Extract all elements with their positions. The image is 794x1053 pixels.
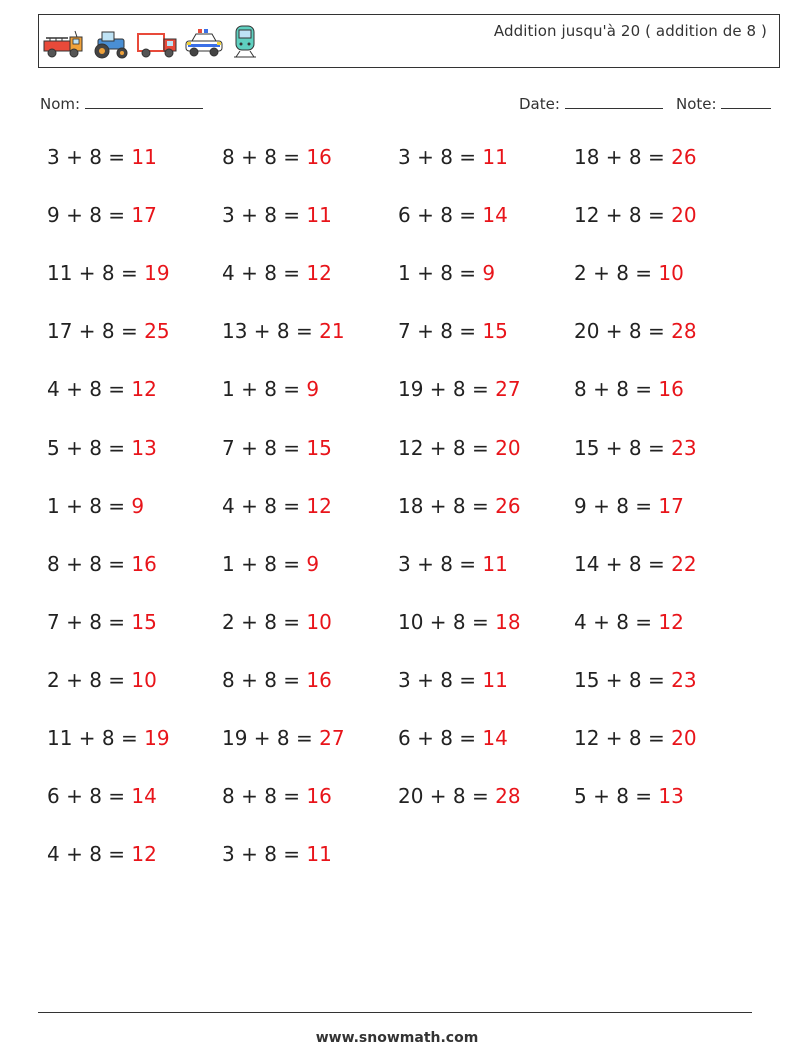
problem-answer: 10 — [306, 609, 332, 634]
problem-question: 3 + 8 = — [47, 145, 132, 169]
problem-answer: 16 — [658, 377, 684, 402]
problem-item — [574, 668, 697, 692]
note-label: Note: — [676, 95, 717, 113]
problem-answer: 10 — [658, 261, 684, 286]
problem-item — [222, 726, 345, 750]
footer-url: www.snowmath.com — [315, 1030, 479, 1046]
problem-answer: 12 — [131, 842, 157, 867]
problem-item — [574, 726, 697, 750]
problem-question: 17 + 8 = — [47, 319, 145, 344]
problem-question: 7 + 8 = — [222, 435, 307, 460]
problem-question: 5 + 8 = — [47, 435, 132, 460]
problem-item — [398, 436, 521, 460]
problem-question: 1 + 8 = — [222, 377, 307, 402]
problem-question: 12 + 8 = — [574, 726, 672, 750]
problem-question: 12 + 8 = — [398, 435, 496, 460]
problem-answer: 26 — [671, 145, 697, 169]
problem-question: 20 + 8 = — [398, 784, 496, 809]
problem-question: 9 + 8 = — [47, 203, 132, 228]
problem-question: 18 + 8 = — [398, 493, 496, 518]
note-field — [676, 94, 771, 113]
problem-answer: 10 — [131, 667, 157, 692]
date-blank-line — [565, 94, 663, 109]
problem-answer: 12 — [306, 261, 332, 286]
problem-item — [222, 319, 345, 343]
problem-answer: 11 — [306, 203, 332, 228]
problem-answer: 19 — [144, 726, 170, 750]
problem-item — [574, 552, 697, 576]
problem-item — [47, 784, 157, 808]
problem-item — [398, 668, 508, 692]
problem-question: 10 + 8 = — [398, 609, 496, 634]
problem-item — [222, 377, 319, 401]
problem-answer: 9 — [482, 261, 496, 286]
problem-item — [47, 203, 157, 227]
problem-question: 4 + 8 = — [574, 609, 659, 634]
problem-question: 8 + 8 = — [222, 784, 307, 809]
date-label: Date: — [519, 95, 560, 113]
problem-item — [222, 668, 332, 692]
problem-item — [574, 319, 697, 343]
problem-item — [574, 494, 684, 518]
problem-question: 11 + 8 = — [47, 726, 145, 750]
problem-item — [574, 610, 684, 634]
problem-question: 8 + 8 = — [47, 551, 132, 576]
problem-question: 4 + 8 = — [47, 377, 132, 402]
problem-question: 1 + 8 = — [222, 551, 307, 576]
problem-answer: 16 — [306, 667, 332, 692]
problem-answer: 23 — [671, 435, 697, 460]
problem-answer: 15 — [131, 609, 157, 634]
problem-question: 2 + 8 = — [222, 609, 307, 634]
fire-truck-icon — [42, 29, 84, 59]
problem-item — [222, 552, 319, 576]
problem-answer: 11 — [131, 145, 157, 169]
problem-answer: 11 — [482, 667, 508, 692]
note-blank-line — [721, 94, 771, 109]
problem-item — [47, 261, 170, 285]
problem-answer: 9 — [306, 551, 320, 576]
footer-divider — [38, 1012, 752, 1013]
problem-answer: 26 — [495, 493, 521, 518]
problem-question: 15 + 8 = — [574, 435, 672, 460]
problem-item — [47, 436, 157, 460]
problem-question: 6 + 8 = — [398, 726, 483, 750]
problem-question: 15 + 8 = — [574, 667, 672, 692]
problem-item — [47, 494, 144, 518]
problem-answer: 16 — [131, 551, 157, 576]
problem-answer: 11 — [482, 551, 508, 576]
problem-item — [222, 436, 332, 460]
problem-question: 4 + 8 = — [222, 261, 307, 286]
problem-item — [222, 203, 332, 227]
problem-answer: 27 — [319, 726, 345, 750]
problem-question: 3 + 8 = — [398, 551, 483, 576]
problem-item — [398, 377, 521, 401]
problem-answer: 18 — [495, 609, 521, 634]
problem-item — [398, 726, 508, 750]
date-field — [519, 94, 663, 113]
problem-question: 4 + 8 = — [47, 842, 132, 867]
problem-question: 14 + 8 = — [574, 551, 672, 576]
problem-item — [222, 610, 332, 634]
problem-question: 6 + 8 = — [398, 203, 483, 228]
name-blank-line — [85, 94, 203, 109]
problem-question: 8 + 8 = — [574, 377, 659, 402]
problem-question: 4 + 8 = — [222, 493, 307, 518]
problem-question: 3 + 8 = — [222, 203, 307, 228]
problem-item — [47, 610, 157, 634]
problem-question: 3 + 8 = — [222, 842, 307, 867]
problem-item — [47, 145, 157, 169]
problem-item — [222, 784, 332, 808]
problem-answer: 22 — [671, 551, 697, 576]
problem-question: 18 + 8 = — [574, 145, 672, 169]
problem-answer: 12 — [306, 493, 332, 518]
problem-answer: 13 — [131, 435, 157, 460]
truck-icon — [136, 29, 178, 59]
header-box — [38, 14, 780, 68]
problem-item — [398, 261, 495, 285]
problem-item — [47, 668, 157, 692]
problem-answer: 9 — [306, 377, 320, 402]
problem-answer: 13 — [658, 784, 684, 809]
problem-item — [47, 552, 157, 576]
problem-question: 7 + 8 = — [398, 319, 483, 344]
problem-answer: 9 — [131, 493, 145, 518]
problem-item — [574, 145, 697, 169]
problem-item — [222, 842, 332, 866]
problem-item — [398, 610, 521, 634]
problem-answer: 16 — [306, 145, 332, 169]
problem-answer: 20 — [495, 435, 521, 460]
problem-answer: 17 — [658, 493, 684, 518]
name-label: Nom: — [40, 95, 81, 113]
problem-answer: 12 — [658, 609, 684, 634]
problem-question: 9 + 8 = — [574, 493, 659, 518]
problem-question: 12 + 8 = — [574, 203, 672, 228]
problem-question: 19 + 8 = — [222, 726, 320, 750]
problem-item — [398, 319, 508, 343]
vehicle-icons — [42, 23, 260, 59]
problem-answer: 21 — [319, 319, 345, 344]
problem-question: 3 + 8 = — [398, 667, 483, 692]
problem-item — [398, 552, 508, 576]
problem-answer: 14 — [482, 726, 508, 750]
problem-item — [574, 203, 697, 227]
problem-answer: 16 — [306, 784, 332, 809]
problem-answer: 25 — [144, 319, 170, 344]
problem-answer: 27 — [495, 377, 521, 402]
problem-question: 1 + 8 = — [47, 493, 132, 518]
problem-item — [222, 494, 332, 518]
problem-item — [222, 145, 332, 169]
problem-item — [574, 261, 684, 285]
problem-answer: 28 — [495, 784, 521, 809]
worksheet-title: Addition jusqu'à 20 ( addition de 8 ) — [493, 22, 767, 40]
problem-answer: 28 — [671, 319, 697, 344]
problem-question: 1 + 8 = — [398, 261, 483, 286]
problem-answer: 15 — [482, 319, 508, 344]
problem-answer: 20 — [671, 726, 697, 750]
problem-item — [47, 377, 157, 401]
problem-item — [47, 842, 157, 866]
tractor-icon — [90, 29, 130, 59]
problem-answer: 14 — [482, 203, 508, 228]
problem-question: 20 + 8 = — [574, 319, 672, 344]
problem-question: 3 + 8 = — [398, 145, 483, 169]
name-field — [40, 94, 203, 113]
problem-item — [222, 261, 332, 285]
problem-question: 2 + 8 = — [574, 261, 659, 286]
problem-question: 19 + 8 = — [398, 377, 496, 402]
problem-item — [574, 436, 697, 460]
problem-answer: 14 — [131, 784, 157, 809]
problem-answer: 23 — [671, 667, 697, 692]
problem-question: 7 + 8 = — [47, 609, 132, 634]
problem-question: 13 + 8 = — [222, 319, 320, 344]
problem-answer: 19 — [144, 261, 170, 286]
problem-answer: 11 — [306, 842, 332, 867]
problem-item — [398, 145, 508, 169]
problem-item — [47, 726, 170, 750]
problem-question: 5 + 8 = — [574, 784, 659, 809]
problem-question: 11 + 8 = — [47, 261, 145, 286]
problem-answer: 20 — [671, 203, 697, 228]
problem-question: 6 + 8 = — [47, 784, 132, 809]
tram-icon — [230, 23, 260, 59]
problem-item — [398, 494, 521, 518]
police-car-icon — [184, 27, 224, 59]
problem-answer: 12 — [131, 377, 157, 402]
problem-answer: 15 — [306, 435, 332, 460]
problem-answer: 17 — [131, 203, 157, 228]
problem-item — [574, 784, 684, 808]
problem-item — [398, 203, 508, 227]
problem-item — [574, 377, 684, 401]
problem-question: 2 + 8 = — [47, 667, 132, 692]
problem-item — [47, 319, 170, 343]
problem-answer: 11 — [482, 145, 508, 169]
problem-question: 8 + 8 = — [222, 145, 307, 169]
problem-question: 8 + 8 = — [222, 667, 307, 692]
problem-item — [398, 784, 521, 808]
